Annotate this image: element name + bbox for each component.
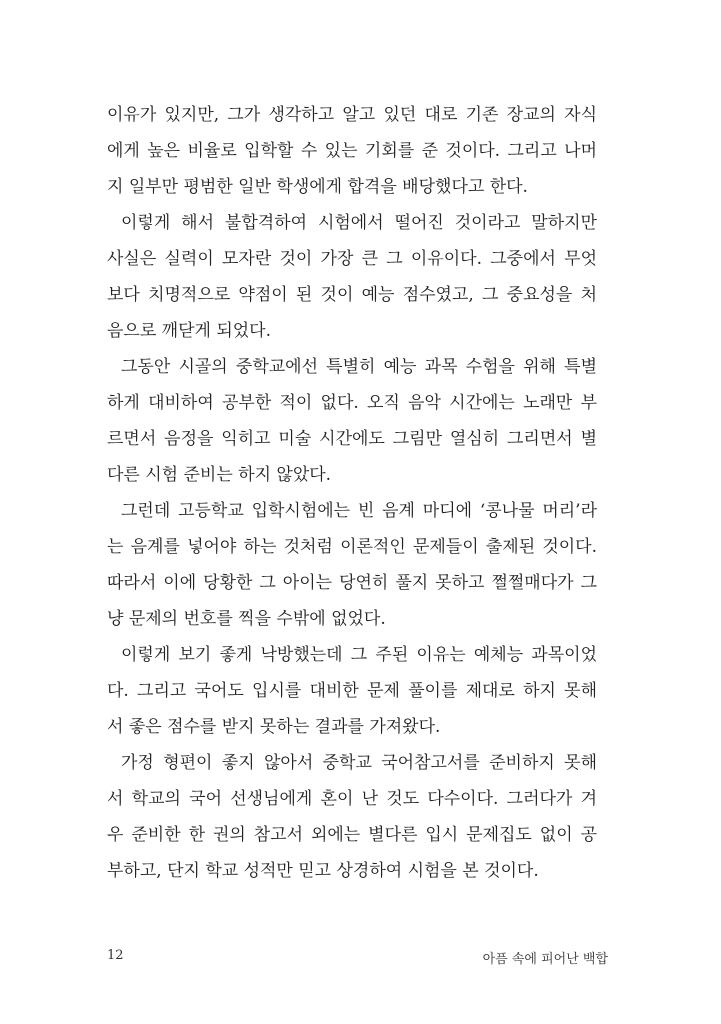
text-line: 이유가 있지만, 그가 생각하고 알고 있던 대로 기존 장교의 자식	[107, 105, 597, 125]
paragraph-first-line: 가정 형편이 좋지 않아서 중학교 국어참고서를 준비하지 못해	[121, 753, 597, 773]
text-line: 하게 대비하여 공부한 적이 없다. 오직 음악 시간에는 노래만 부	[107, 393, 597, 413]
text-line: 냥 문제의 번호를 찍을 수밖에 없었다.	[107, 609, 386, 629]
running-title: 아픔 속에 피어난 백합	[482, 952, 608, 967]
text-line: 르면서 음정을 익히고 미술 시간에도 그림만 열심히 그리면서 별	[107, 429, 597, 449]
text-line: 사실은 실력이 모자란 것이 가장 큰 그 이유이다. 그중에서 무엇	[107, 249, 597, 269]
body-text	[107, 97, 597, 889]
text-line: 다. 그리고 국어도 입시를 대비한 문제 풀이를 제대로 하지 못해	[107, 681, 597, 701]
paragraph-first-line: 그동안 시골의 중학교에선 특별히 예능 과목 수험을 위해 특별	[121, 357, 597, 377]
text-line: 우 준비한 한 권의 참고서 외에는 별다른 입시 문제집도 없이 공	[107, 825, 597, 845]
text-line: 음으로 깨닫게 되었다.	[107, 321, 272, 341]
text-line: 서 좋은 점수를 받지 못하는 결과를 가져왔다.	[107, 717, 441, 737]
text-line: 보다 치명적으로 약점이 된 것이 예능 점수였고, 그 중요성을 처	[107, 285, 597, 305]
paragraph-first-line: 이렇게 해서 불합격하여 시험에서 떨어진 것이라고 말하지만	[121, 213, 597, 233]
paragraph-first-line: 그런데 고등학교 입학시험에는 빈 음계 마디에 ‘콩나물 머리’라	[121, 501, 597, 521]
text-line: 지 일부만 평범한 일반 학생에게 합격을 배당했다고 한다.	[107, 177, 528, 197]
text-line: 서 학교의 국어 선생님에게 혼이 난 것도 다수이다. 그러다가 겨	[107, 789, 597, 809]
text-line: 는 음계를 넣어야 하는 것처럼 이론적인 문제들이 출제된 것이다.	[107, 537, 597, 557]
page-number: 12	[107, 948, 124, 963]
text-line: 부하고, 단지 학교 성적만 믿고 상경하여 시험을 본 것이다.	[107, 861, 539, 881]
text-line: 에게 높은 비율로 입학할 수 있는 기회를 준 것이다. 그리고 나머	[107, 141, 597, 161]
text-line: 다른 시험 준비는 하지 않았다.	[107, 465, 332, 485]
paragraph-first-line: 이렇게 보기 좋게 낙방했는데 그 주된 이유는 예체능 과목이었	[121, 645, 597, 665]
text-line: 따라서 이에 당황한 그 아이는 당연히 풀지 못하고 쩔쩔매다가 그	[107, 573, 597, 593]
